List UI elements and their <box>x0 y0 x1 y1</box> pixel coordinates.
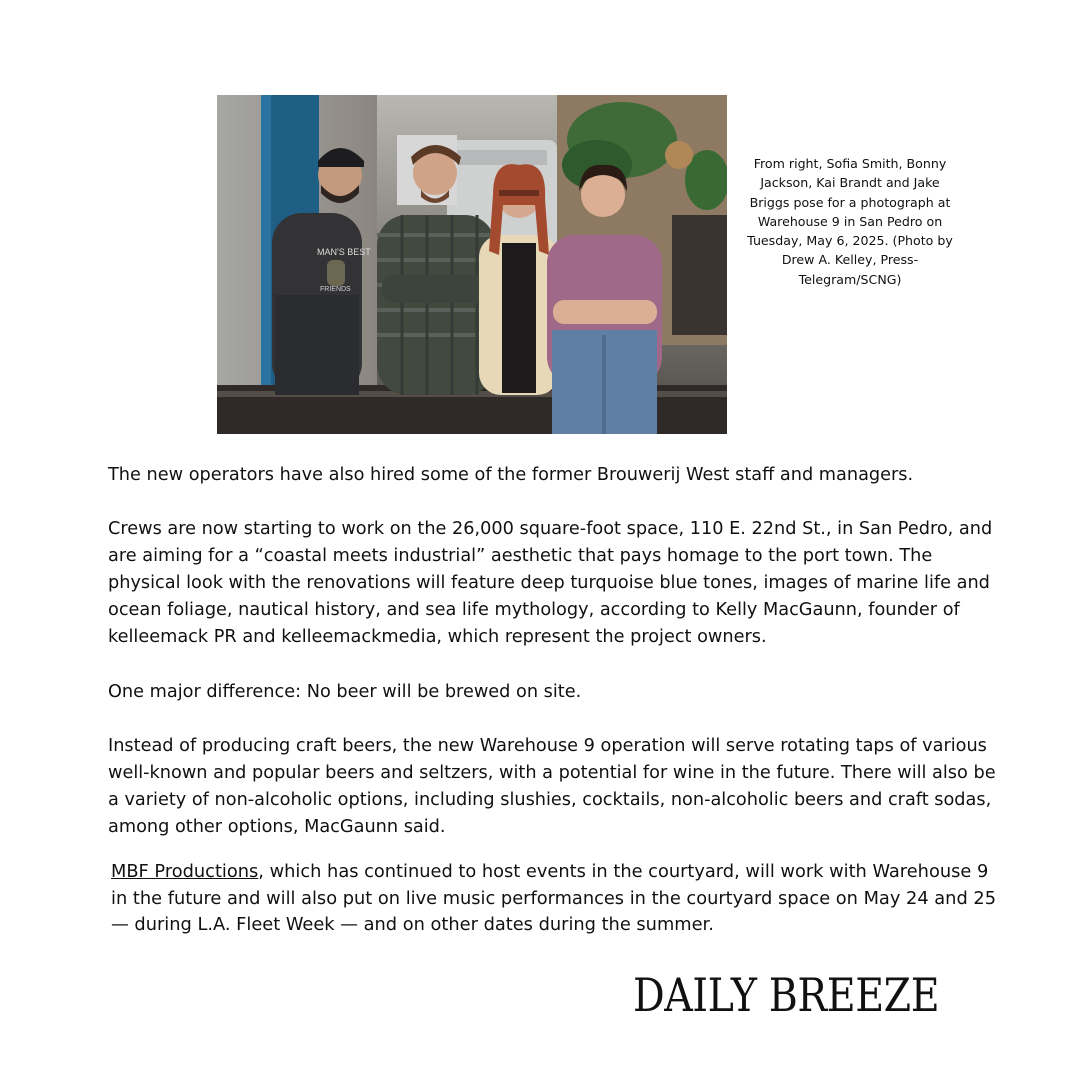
mbf-productions-link[interactable]: MBF Productions <box>111 861 259 882</box>
shirt-text-1: MAN'S BEST <box>317 247 371 257</box>
article-paragraph-4: Instead of producing craft beers, the new Warehouse 9 operation will serve rotating taps of various well-known and popular beers and seltzers, with a potential for wine in the future. There will also be a variety of non-alcoholic options, including slushies, cocktails, non-alcoholic beers and craft sodas, among other options, MacGaunn said. <box>108 736 996 837</box>
staff-photo-illustration <box>217 95 727 434</box>
photo-caption: From right, Sofia Smith, Bonny Jackson, Kai Brandt and Jake Briggs pose for a photograph at Warehouse 9 in San Pedro on Tuesday, May 6, 2025. (Photo by Drew A. Kelley, Press-Telegram/SCNG) <box>747 156 953 287</box>
article-paragraph-1: The new operators have also hired some of the former Brouwerij West staff and managers. <box>108 465 914 485</box>
article-paragraph-3: One major difference: No beer will be brewed on site. <box>108 682 582 702</box>
article-paragraph-5 <box>111 859 1003 939</box>
article-paragraph-2: Crews are now starting to work on the 26,000 square-foot space, 110 E. 22nd St., in San Pedro, and are aiming for a “coastal meets industrial” aesthetic that pays homage to the port town. The physical look with the renovations will feature deep turquoise blue tones, images of marine life and ocean foliage, nautical history, and sea life mythology, according to Kelly MacGaunn, founder of kelleemack PR and kelleemackmedia, which represent the project owners. <box>108 519 993 647</box>
shirt-text-2: FRIENDS <box>320 286 351 293</box>
daily-breeze-logo: DAILY BREEZE <box>633 968 940 1022</box>
article-photo <box>217 95 727 434</box>
article-paragraph-5-text: , which has continued to host events in the courtyard, will work with Warehouse 9 in the future and will also put on live music performances in the courtyard space on May 24 and 25 — during L.A. Fleet Week — and on other dates during the summer. <box>111 861 997 936</box>
